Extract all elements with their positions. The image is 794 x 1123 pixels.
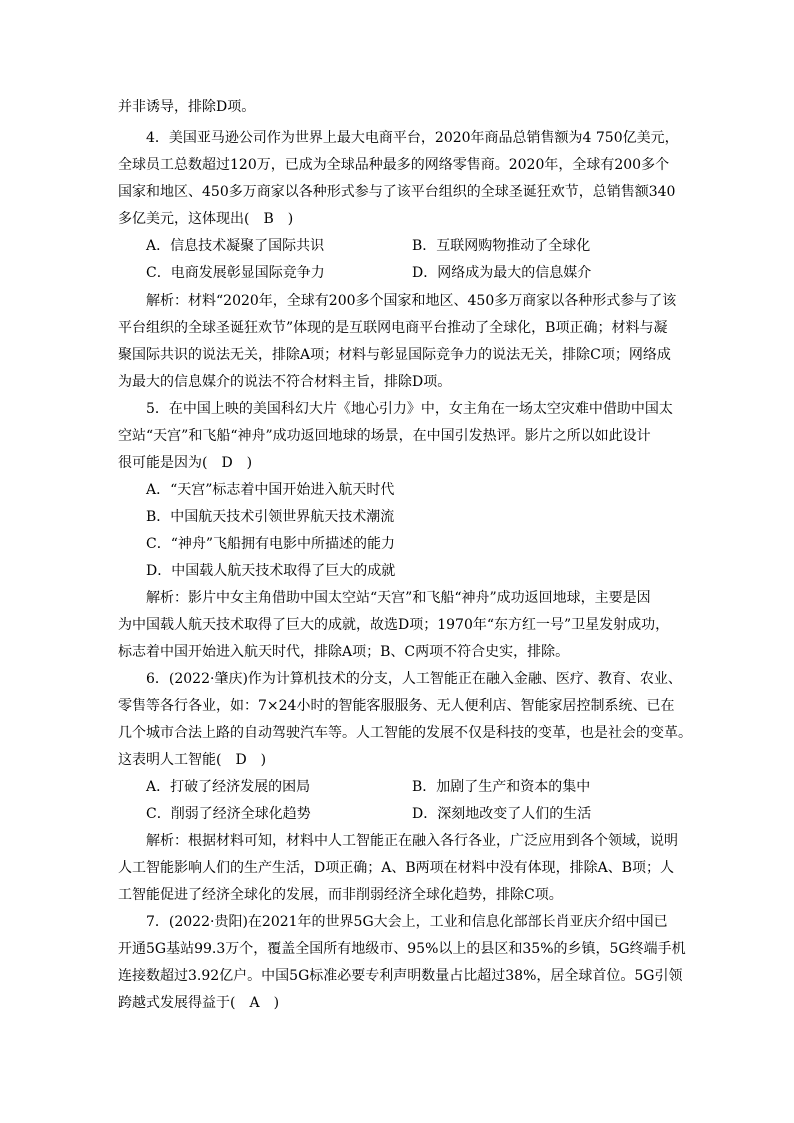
question-7-stem: 7．(2022·贵阳)在2021年的世界5G大会上，工业和信息化部部长肖亚庆介绍中国已 (146, 914, 668, 930)
question-4-analysis: 平台组织的全球圣诞狂欢节”体现的是互联网电商平台推动了全球化，B项正确；材料与凝 (118, 320, 668, 336)
question-5-analysis: 标志着中国开始进入航天时代，排除A项；B、C两项不符合史实，排除。 (118, 644, 570, 660)
text-line: 并非诱导，排除D项。 (118, 99, 256, 115)
question-4-stem: 全球员工总数超过120万，已成为全球品种最多的网络零售商。2020年，全球有200多个 (118, 157, 670, 173)
question-5-option-d: D．中国载人航天技术取得了巨大的成就 (146, 563, 396, 579)
question-4-analysis: 为最大的信息媒介的说法不符合材料主旨，排除D项。 (118, 374, 452, 390)
question-7-stem: 跨越式发展得益于( A ) (118, 995, 280, 1011)
question-5-stem: 5．在中国上映的美国科幻大片《地心引力》中，女主角在一场太空灾难中借助中国太 (146, 401, 673, 417)
question-5-analysis: 为中国载人航天技术取得了巨大的成就，故选D项；1970年“东方红一号”卫星发射成功， (118, 617, 670, 633)
question-4-stem: 国家和地区、450多万商家以各种形式参与了该平台组织的全球圣诞狂欢节，总销售额340 (118, 184, 676, 200)
question-4-stem: 多亿美元，这体现出( B ) (118, 211, 294, 227)
question-6-stem: 零售等各行各业，如：7×24小时的智能客服服务、无人便利店、智能家居控制系统、已在 (118, 698, 675, 714)
question-6-stem: 6．(2022·肇庆)作为计算机技术的分支，人工智能正在融入金融、医疗、教育、农业、 (146, 671, 682, 687)
question-6-analysis: 解析：根据材料可知，材料中人工智能正在融入各行各业，广泛应用到各个领域，说明 (146, 833, 678, 849)
question-6-option-b: B．加剧了生产和资本的集中 (412, 779, 591, 795)
question-7-stem: 开通5G基站99.3万个，覆盖全国所有地级市、95%以上的县区和35%的乡镇，5G终端手机 (118, 941, 686, 957)
question-4-option-b: B．互联网购物推动了全球化 (412, 238, 591, 254)
question-5-option-c: C．“神舟”飞船拥有电影中所描述的能力 (146, 536, 396, 552)
question-5-stem: 很可能是因为( D ) (118, 455, 253, 471)
question-5-option-b: B．中国航天技术引领世界航天技术潮流 (146, 509, 395, 525)
question-4-analysis: 聚国际共识的说法无关，排除A项；材料与彰显国际竞争力的说法无关，排除C项；网络成 (118, 347, 671, 363)
question-5-stem: 空站“天宫”和飞船“神舟”成功返回地球的场景，在中国引发热评。影片之所以如此设计 (118, 428, 651, 444)
question-7-stem: 连接数超过3.92亿户。中国5G标准必要专利声明数量占比超过38%，居全球首位。5G引领 (118, 968, 683, 984)
question-4-option-d: D．网络成为最大的信息媒介 (412, 265, 592, 281)
question-6-option-d: D．深刻地改变了人们的生活 (412, 806, 592, 822)
question-4-stem: 4．美国亚马逊公司作为世界上最大电商平台，2020年商品总销售额为4 750亿美元， (146, 130, 679, 146)
question-4-option-a: A．信息技术凝聚了国际共识 (146, 238, 325, 254)
question-6-option-a: A．打破了经济发展的困局 (146, 779, 311, 795)
question-4-analysis: 解析：材料“2020年，全球有200多个国家和地区、450多万商家以各种形式参与了该 (146, 293, 677, 309)
question-6-option-c: C．削弱了经济全球化趋势 (146, 806, 311, 822)
question-5-analysis: 解析：影片中女主角借助中国太空站“天宫”和飞船“神舟”成功返回地球，主要是因 (146, 590, 651, 606)
question-4-option-c: C．电商发展彰显国际竞争力 (146, 265, 325, 281)
question-6-analysis: 工智能促进了经济全球化的发展，而非削弱经济全球化趋势，排除C项。 (118, 887, 563, 903)
question-5-option-a: A．“天宫”标志着中国开始进入航天时代 (146, 482, 395, 498)
question-6-analysis: 人工智能影响人们的生产生活，D项正确；A、B两项在材料中没有体现，排除A、B项；人 (118, 860, 675, 876)
question-6-stem: 几个城市合法上路的自动驾驶汽车等。人工智能的发展不仅是科技的变革，也是社会的变革。 (118, 725, 692, 741)
question-6-stem: 这表明人工智能( D ) (118, 752, 267, 768)
